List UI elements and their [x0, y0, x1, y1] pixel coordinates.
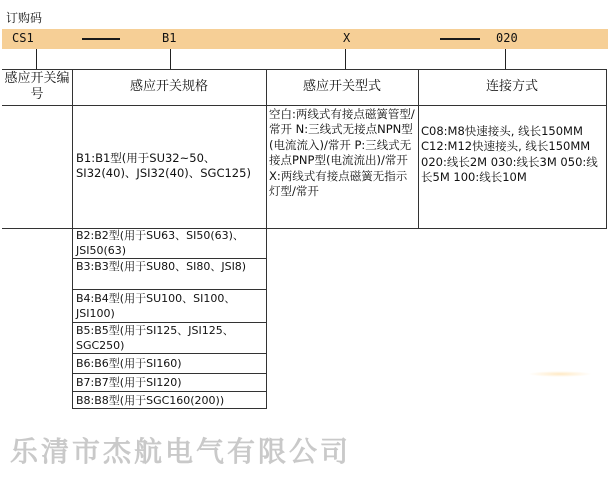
spec-b3: B3:B3型(用于SU80、SI80、JSI8) — [76, 260, 247, 273]
col-separator-2 — [266, 69, 267, 229]
col-separator-2b — [266, 229, 267, 409]
header-spec: 感应开关规格 — [129, 79, 208, 94]
code-dash-1 — [82, 38, 120, 40]
row-b3-bottom — [72, 289, 267, 290]
col-separator-3 — [418, 69, 419, 229]
code-segment-spec: B1 — [162, 31, 177, 45]
code-segment-series: CS1 — [12, 31, 34, 45]
row-b4-bottom — [72, 322, 267, 323]
spec-b5: B5:B5型(用于SI125、JSI125、SGC250) — [76, 324, 234, 352]
spec-b4: B4:B4型(用于SU100、SI100、JSI100) — [76, 292, 236, 320]
row-b6-bottom — [72, 373, 267, 374]
code-tick-4 — [505, 49, 506, 69]
code-segment-connection: 020 — [496, 31, 518, 45]
type-description: 空白:两线式有接点磁簧管型/常开 N:三线式无接点NPN型(电流流入)/常开 P:三线式无接点PNP型(电流流出)/常开 X:两线式有接点磁簧无指示灯型/常开 — [269, 107, 415, 199]
header-bottom-border — [2, 105, 606, 106]
header-connection: 连接方式 — [485, 79, 538, 94]
row-b7-bottom — [72, 391, 267, 392]
spec-b7: B7:B7型(用于SI120) — [76, 376, 182, 389]
code-dash-2 — [440, 38, 480, 40]
code-tick-2 — [170, 49, 171, 69]
table-right-border — [606, 69, 607, 229]
code-segment-type: X — [343, 31, 351, 45]
header-sensor-number: 感应开关编号 — [4, 71, 70, 102]
spec-b2: B2:B2型(用于SU63、SI50(63)、JSI50(63) — [76, 229, 244, 257]
col-separator-1 — [72, 69, 73, 409]
order-code-title: 订购码 — [6, 11, 43, 25]
decorative-glow — [528, 371, 592, 377]
code-tick-1 — [36, 49, 37, 69]
header-type: 感应开关型式 — [302, 79, 381, 94]
spec-b1: B1:B1型(用于SU32~50、SI32(40)、JSI32(40)、SGC125) — [76, 151, 251, 181]
company-watermark: 乐清市杰航电气有限公司 — [10, 435, 352, 468]
code-tick-3 — [345, 49, 346, 69]
table-top-border — [2, 69, 606, 70]
spec-b6: B6:B6型(用于SI160) — [76, 357, 182, 370]
spec-b8: B8:B8型(用于SGC160(200)) — [76, 394, 225, 407]
connection-description: C08:M8快速接头, 线长150MM C12:M12快速接头, 线长150MM 020:线长2M 030:线长3M 050:线长5M 100:线长10M — [421, 124, 598, 185]
